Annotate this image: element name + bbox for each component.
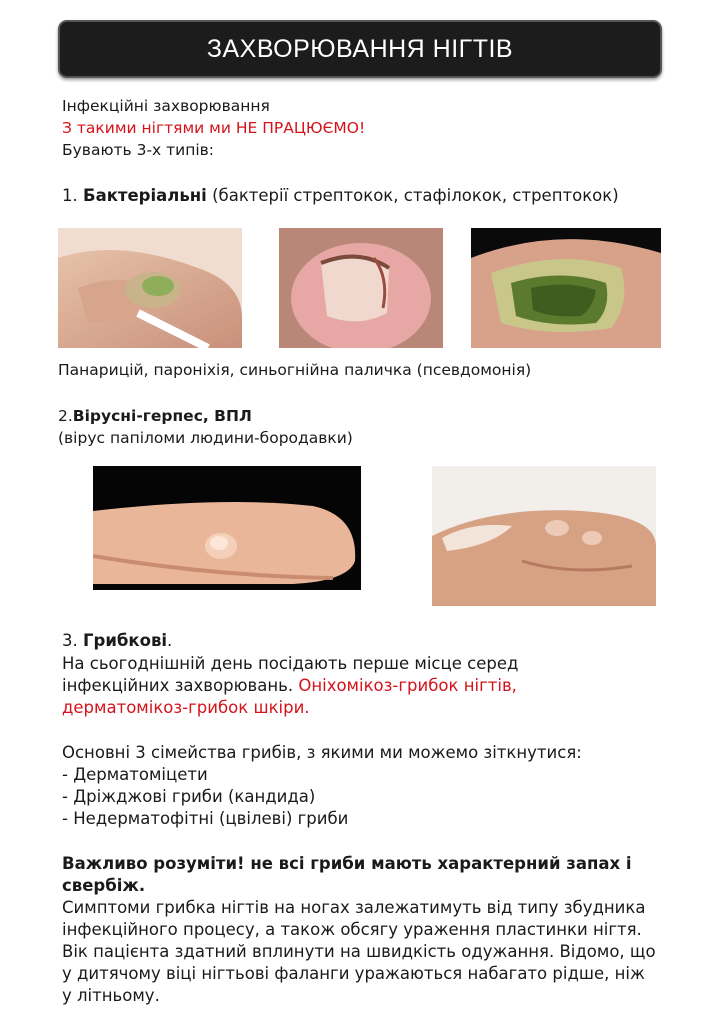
family-item: - Недерматофітні (цвілеві) гриби bbox=[62, 809, 349, 828]
intro-warning: З такими нігтями ми НЕ ПРАЦЮЄМО! bbox=[62, 119, 366, 137]
families-intro: Основні 3 сімейства грибів, з якими ми можемо зіткнутися: bbox=[62, 743, 582, 762]
important-line-1: Важливо розуміти! не всі гриби мають характерний запах і bbox=[62, 854, 632, 873]
section-number: 2. bbox=[58, 407, 73, 425]
photo-pseudomonas bbox=[471, 228, 661, 348]
photo-papilloma-finger bbox=[432, 466, 656, 606]
intro-types: Бувають 3-х типів: bbox=[62, 141, 215, 159]
symptoms-line: у дитячому віці нігтьові фаланги уражаються набагато рідше, ніж bbox=[62, 964, 645, 983]
intro-line-infections: Інфекційні захворювання bbox=[62, 97, 270, 115]
section-title: Грибкові bbox=[83, 631, 168, 650]
section-detail: (бактерії стрептокок, стафілокок, стрептокок) bbox=[206, 186, 619, 205]
section-viral-detail: (вірус папіломи людини-бородавки) bbox=[58, 429, 353, 447]
fungal-line-2 bbox=[62, 675, 517, 697]
section-period: . bbox=[167, 631, 173, 650]
photo-panaritium bbox=[58, 228, 242, 348]
title-banner bbox=[58, 20, 662, 78]
section-title: Бактеріальні bbox=[83, 186, 207, 205]
symptoms-line: Вік пацієнта здатний вплинути на швидкість одужання. Відомо, що bbox=[62, 942, 656, 961]
fungal-line-1: На сьогоднішній день посідають перше місце серед bbox=[62, 654, 519, 673]
fungal-onychomycosis: Оніхомікоз-грибок нігтів, bbox=[298, 676, 517, 695]
photo-paronychia bbox=[279, 228, 443, 348]
family-item: - Дріжджові гриби (кандида) bbox=[62, 787, 316, 806]
family-item: - Дерматоміцети bbox=[62, 765, 208, 784]
section-number: 1. bbox=[62, 186, 83, 205]
section-number: 3. bbox=[62, 631, 83, 650]
symptoms-line: інфекційного процесу, а також обсягу ураження пластинки нігтя. bbox=[62, 920, 642, 939]
section-bacterial-heading bbox=[62, 185, 619, 207]
important-line-2: свербіж. bbox=[62, 876, 146, 895]
fungal-dermatomycosis: дерматомікоз-грибок шкіри. bbox=[62, 698, 310, 717]
page-title: ЗАХВОРЮВАННЯ НІГТІВ bbox=[206, 34, 514, 63]
photo-herpes-finger bbox=[93, 466, 361, 590]
bacterial-caption: Панарицій, пароніхія, синьогнійна паличка (псевдомонія) bbox=[58, 361, 532, 379]
section-fungal-heading bbox=[62, 630, 172, 652]
section-title: Вірусні-герпес, ВПЛ bbox=[72, 407, 252, 425]
section-viral-heading bbox=[58, 406, 252, 427]
symptoms-line: Симптоми грибка нігтів на ногах залежатимуть від типу збудника bbox=[62, 898, 646, 917]
fungal-line-2-plain: інфекційних захворювань. bbox=[62, 676, 299, 695]
symptoms-line: у літньому. bbox=[62, 986, 160, 1005]
